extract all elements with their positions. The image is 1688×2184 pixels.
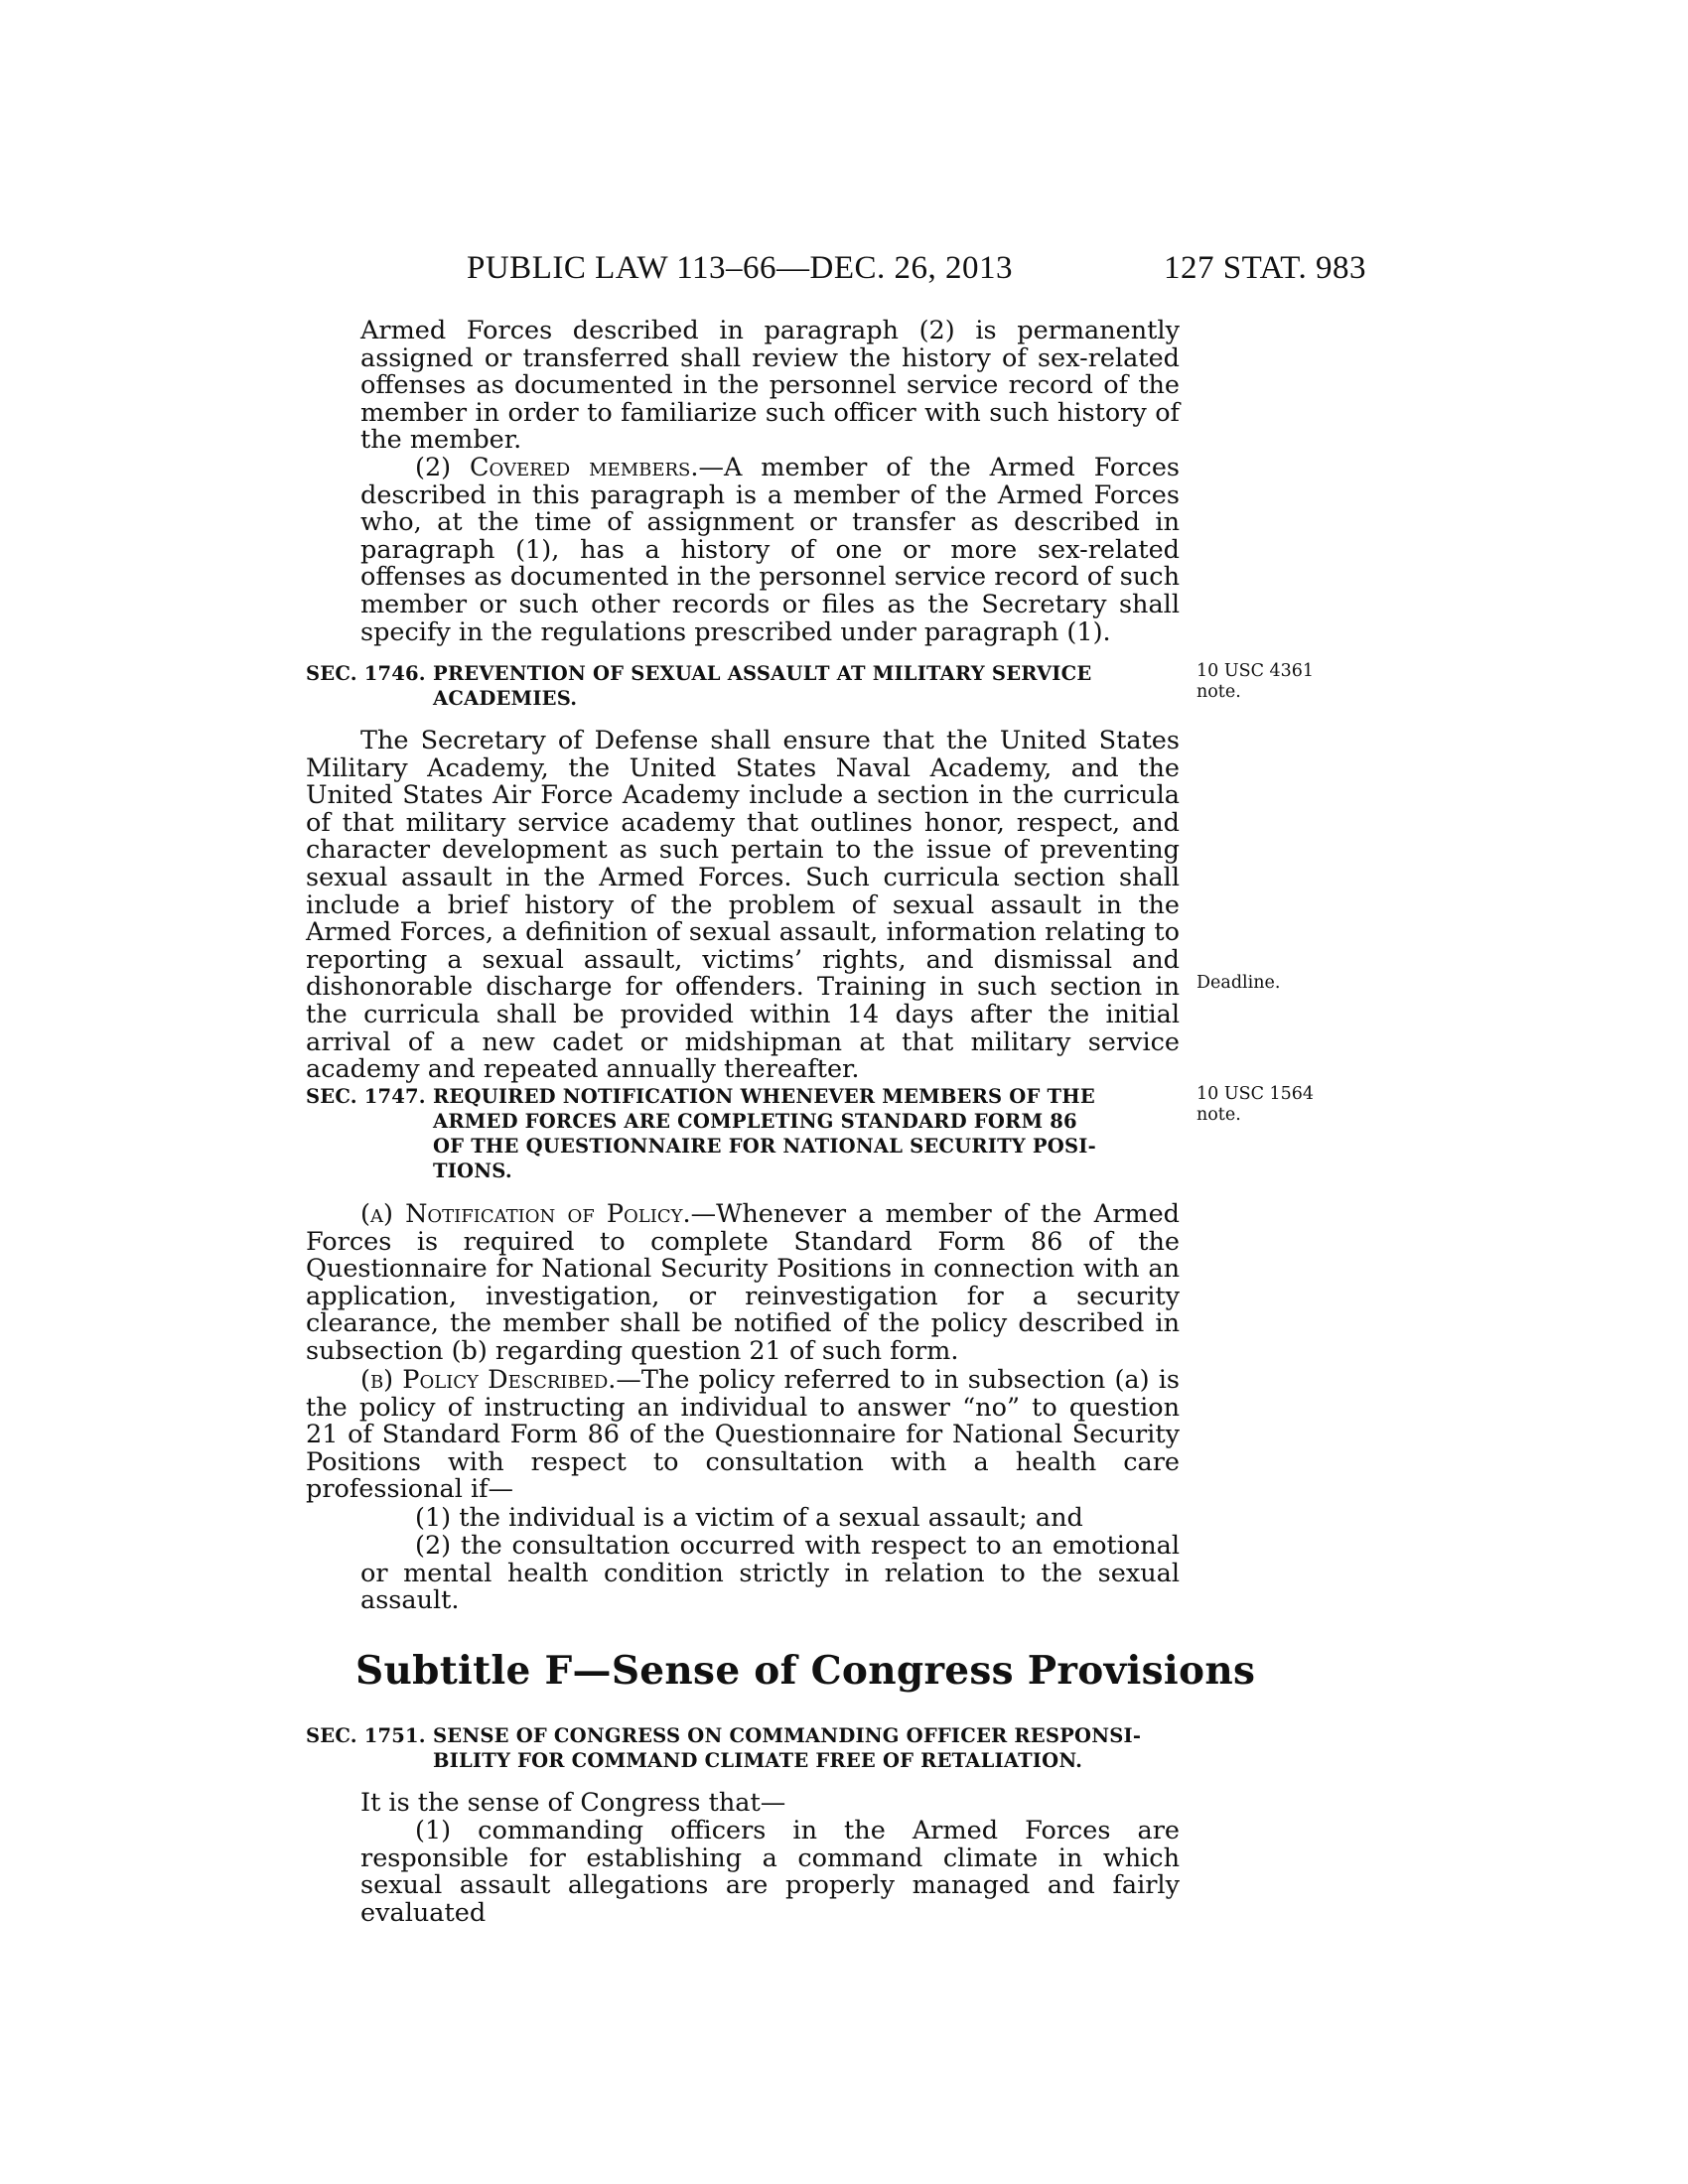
section-1747-heading: [306, 1086, 1180, 1185]
section-1751-item-1: (1) commanding officers in the Armed Forces are responsible for establishing a command climate in which sexual assault allegations are properly managed and fairly evaluated: [360, 1816, 1180, 1928]
page-number: 127 STAT. 983: [1164, 250, 1367, 286]
section-1747-marginal-note: [1196, 1084, 1314, 1126]
section-1751-title-line1: SENSE OF CONGRESS ON COMMANDING OFFICER RESPONSI-: [433, 1724, 1142, 1747]
section-1751-heading: [306, 1725, 1180, 1775]
section-1746-title-line2: ACADEMIES.: [433, 687, 578, 710]
section-1747-title-line1: REQUIRED NOTIFICATION WHENEVER MEMBERS OF THE: [433, 1085, 1095, 1108]
section-1747-title-line2: ARMED FORCES ARE COMPLETING STANDARD FORM 86: [433, 1110, 1077, 1133]
subtitle-heading: Subtitle F—Sense of Congress Provisions: [355, 1648, 1256, 1694]
subsection-b-item-2: (2) the consultation occurred with respect to an emotional or mental health condition strictly in relation to the sexual assault.: [360, 1531, 1180, 1616]
subsection-b-paragraph: [306, 1367, 1180, 1504]
section-1746-title-line1: PREVENTION OF SEXUAL ASSAULT AT MILITARY SERVICE: [433, 662, 1092, 685]
subsection-b-text: —The policy referred to in subsection (a) is the policy of instructing an individual to answer “no” to question 21 of Standard Form 86 of the Questionnaire for National Security Positions with respect to consultation with a health care professional if—: [306, 1365, 1180, 1505]
section-1747-marginal-line2: note.: [1196, 1105, 1241, 1125]
section-1747-title-line4: TIONS.: [433, 1160, 512, 1182]
subsection-a-text: —Whenever a member of the Armed Forces is required to complete Standard Form 86 of the Questionnaire for National Security Positions in connection with an application, investigation, or reinvestigation for a security clearance, the member shall be notified of the policy described in subsection (b) regarding question 21 of such form.: [306, 1199, 1180, 1366]
covered-members-paragraph: [360, 455, 1180, 646]
covered-members-label: (2) Covered members.: [415, 453, 699, 482]
running-head: PUBLIC LAW 113–66—DEC. 26, 2013: [467, 250, 1014, 286]
section-1746-number: SEC. 1746.: [306, 662, 426, 685]
section-1747-title-line3: OF THE QUESTIONNAIRE FOR NATIONAL SECURITY POSI-: [433, 1135, 1096, 1158]
section-1746-body: The Secretary of Defense shall ensure that the United States Military Academy, the United States Naval Academy, and the United States Air Force Academy include a section in the curricula of that military service academy that outlines honor, respect, and character development as such pertain to the issue of preventing sexual assault in the Armed Forces. Such curricula section shall include a brief history of the problem of sexual assault in the Armed Forces, a definition of sexual assault, information relating to reporting a sexual assault, victims’ rights, and dismissal and dishonorable discharge for offenders. Training in such section in the curricula shall be provided within 14 days after the initial arrival of a new cadet or midshipman at that military service academy and repeated annually thereafter.: [306, 726, 1180, 1085]
section-1747-number: SEC. 1747.: [306, 1085, 426, 1108]
section-1751-title-line2: BILITY FOR COMMAND CLIMATE FREE OF RETALIATION.: [433, 1749, 1083, 1772]
deadline-marginal-note: Deadline.: [1196, 973, 1281, 993]
section-1746-marginal-note: [1196, 661, 1314, 703]
subsection-a-paragraph: [306, 1201, 1180, 1366]
subsection-b-label: (b) Policy Described.: [360, 1365, 617, 1395]
section-1746-marginal-line1: 10 USC 4361: [1196, 661, 1315, 681]
section-1751-lead: It is the sense of Congress that—: [360, 1788, 786, 1818]
subsection-b-item-1: (1) the individual is a victim of a sexual assault; and: [415, 1503, 1083, 1533]
subsection-a-label: (a) Notification of Policy.: [360, 1199, 691, 1229]
section-1751-number: SEC. 1751.: [306, 1724, 426, 1747]
section-1746-heading: [306, 663, 1180, 713]
intro-paragraph: Armed Forces described in paragraph (2) is permanently assigned or transferred shall review the history of sex-related offenses as documented in the personnel service record of the member in order to familiarize such officer with such history of the member.: [360, 316, 1180, 456]
section-1746-marginal-line2: note.: [1196, 682, 1241, 702]
section-1747-marginal-line1: 10 USC 1564: [1196, 1084, 1315, 1104]
covered-members-text: —A member of the Armed Forces described in this paragraph is a member of the Armed Forces who, at the time of assignment or transfer as described in paragraph (1), has a history of one or more sex-related offenses as documented in the personnel service record of such member or such other records or files as the Secretary shall specify in the regulations prescribed under paragraph (1).: [360, 453, 1180, 647]
